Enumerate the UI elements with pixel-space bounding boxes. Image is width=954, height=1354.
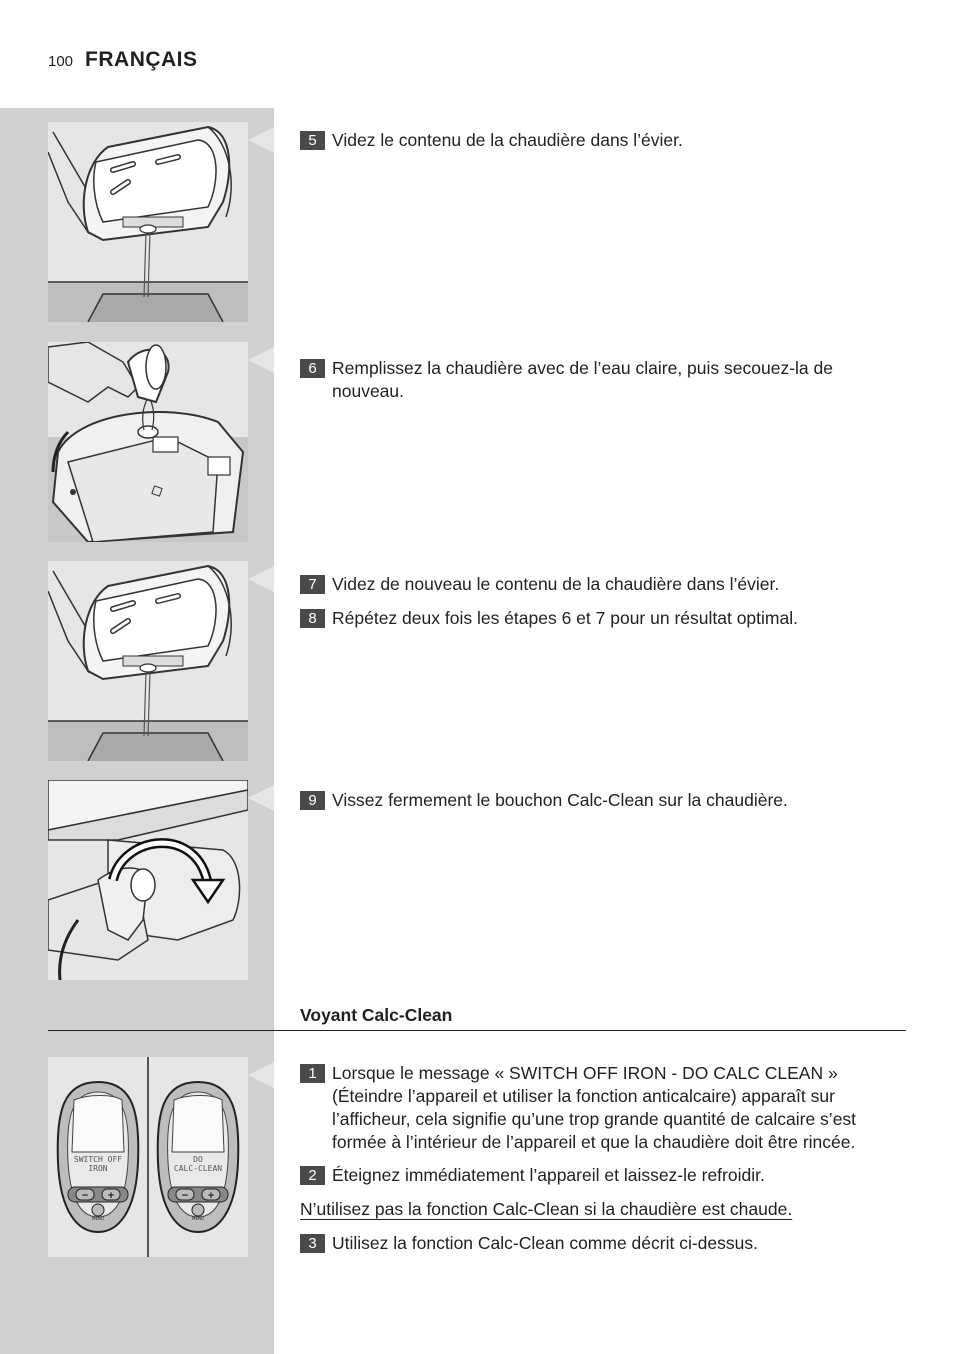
section-title: Voyant Calc-Clean [300,1005,453,1025]
step-number-badge: 9 [300,791,325,810]
step-number-badge: 2 [300,1166,325,1185]
step-number-badge: 6 [300,359,325,378]
minus-icon: − [81,1191,89,1201]
step-5 [300,129,906,152]
step-8 [300,607,906,630]
step-text: Utilisez la fonction Calc-Clean comme décrit ci-dessus. [332,1233,758,1253]
illustration-fill-boiler [48,342,248,542]
pointer-arrow [248,127,274,153]
sink-icon [48,561,248,761]
plus-icon: + [207,1191,215,1201]
illustration-displays [48,1057,248,1257]
pointer-arrow [248,1062,274,1088]
step-7 [300,573,906,596]
language-title: FRANÇAIS [85,48,198,71]
display-right-line1: DO [193,1155,203,1164]
minus-icon: − [181,1191,189,1201]
step-text: Éteignez immédiatement l’appareil et laissez-le refroidir. [332,1165,765,1185]
pointer-arrow [248,566,274,592]
step-text: Remplissez la chaudière avec de l’eau claire, puis secouez-la de nouveau. [332,358,833,401]
display-left [58,1082,139,1232]
display-right-line2: CALC-CLEAN [173,1164,223,1173]
warning-note: N’utilisez pas la fonction Calc-Clean si la chaudière est chaude. [300,1199,793,1219]
illustration-screw-cap [48,780,248,980]
step-text: Vissez fermement le bouchon Calc-Clean sur la chaudière. [332,790,788,810]
step-text: Répétez deux fois les étapes 6 et 7 pour un résultat optimal. [332,608,798,628]
hand-icon [48,342,138,402]
step-text: Lorsque le message « SWITCH OFF IRON - DO CALC CLEAN » (Éteindre l’appareil et utiliser la fonction anticalcaire) apparaît sur l’afficheur, cela signifie qu’une trop grande quantité de calcaire s’est formée à l’intérieur de l’appareil et que la chaudière doit être rincée. [332,1063,857,1152]
step-9 [300,789,906,812]
menu-label: MENU [192,1216,204,1221]
rotate-arrow-icon [48,780,248,980]
step-2 [300,1164,906,1187]
step-3 [300,1232,906,1255]
step-number-badge: 3 [300,1234,325,1253]
plus-icon: + [107,1191,115,1201]
step-1 [300,1062,906,1154]
step-number-badge: 8 [300,609,325,628]
display-left-line2: IRON [88,1164,108,1173]
boiler-icon [48,122,248,322]
display-panels [48,1057,248,1257]
page-header [48,48,198,76]
illustration-empty-again [48,561,248,761]
pointer-arrow [248,785,274,811]
display-left-line1: SWITCH OFF [73,1155,123,1164]
step-6 [300,357,906,403]
step-text: Videz de nouveau le contenu de la chaudière dans l’évier. [332,574,780,594]
step-number-badge: 1 [300,1064,325,1083]
pointer-arrow [248,347,274,373]
section-divider [48,1030,906,1031]
pitcher-icon [48,342,248,542]
step-text: Videz le contenu de la chaudière dans l’évier. [332,130,683,150]
step-number-badge: 5 [300,131,325,150]
page-number: 100 [48,53,74,70]
illustration-empty-boiler [48,122,248,322]
display-right [158,1082,239,1232]
menu-label: MENU [92,1216,104,1221]
step-number-badge: 7 [300,575,325,594]
